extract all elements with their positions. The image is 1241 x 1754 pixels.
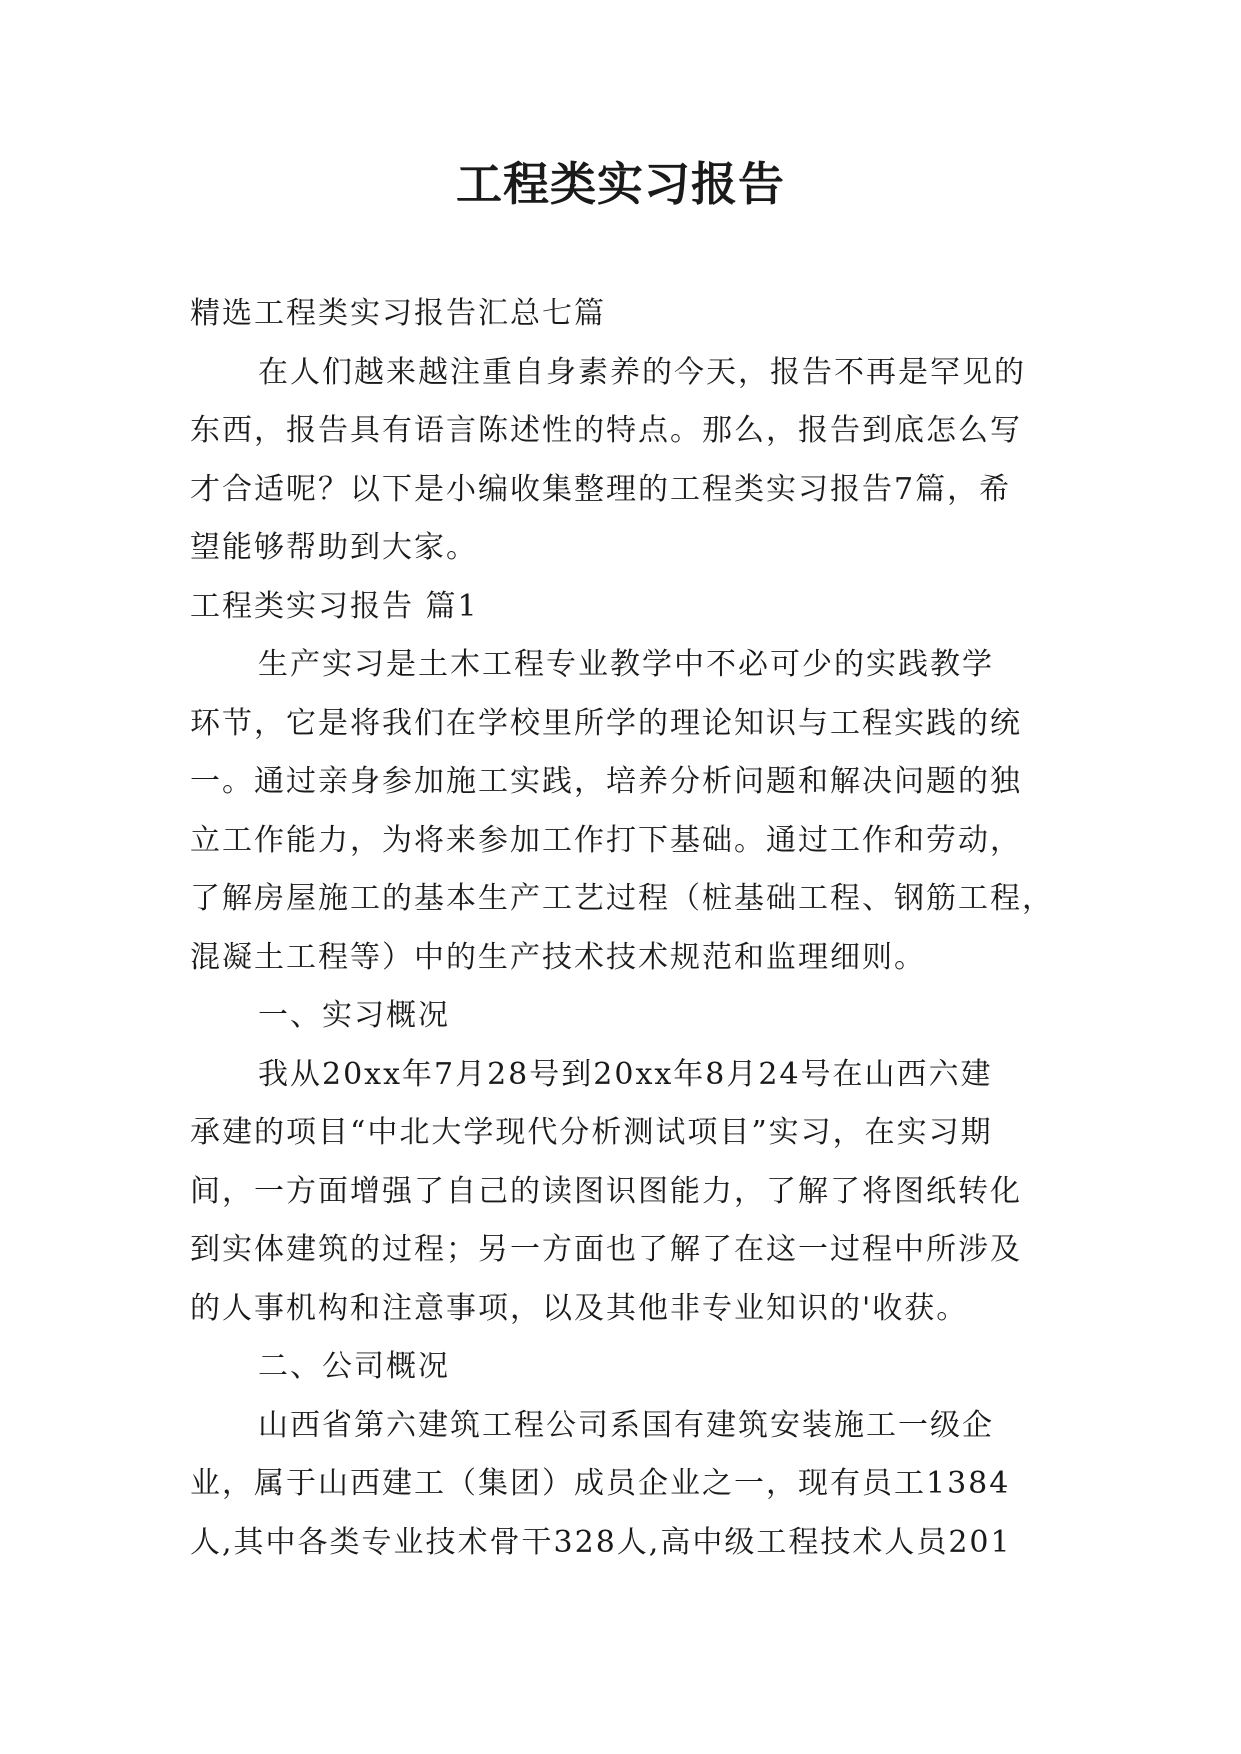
document-body (190, 285, 1052, 1572)
text-line: 了解房屋施工的基本生产工艺过程（桩基础工程、钢筋工程， (190, 881, 1054, 916)
text-line: 到实体建筑的过程；另一方面也了解了在这一过程中所涉及 (190, 1232, 1022, 1267)
document-title: 工程类实习报告 (456, 157, 785, 211)
text-line: 环节，它是将我们在学校里所学的理论知识与工程实践的统 (190, 705, 1022, 741)
text-line: 承建的项目“中北大学现代分析测试项目”实习，在实习期 (190, 1115, 993, 1150)
text-line: 一、实习概况 (258, 998, 450, 1033)
text-line: 才合适呢？以下是小编收集整理的工程类实习报告7篇，希 (190, 471, 1012, 507)
text-line: 立工作能力，为将来参加工作打下基础。通过工作和劳动， (190, 822, 1022, 858)
text-line: 在人们越来越注重自身素养的今天，报告不再是罕见的 (258, 354, 1026, 390)
text-line: 望能够帮助到大家。 (190, 530, 478, 565)
text-line: 我从20xx年7月28号到20xx年8月24号在山西六建 (258, 1056, 993, 1092)
text-line: 二、公司概况 (258, 1349, 450, 1384)
text-line: 东西，报告具有语言陈述性的特点。那么，报告到底怎么写 (190, 413, 1022, 448)
text-line: 生产实习是土木工程专业教学中不必可少的实践教学 (258, 647, 994, 682)
text-line: 工程类实习报告 篇1 (190, 588, 479, 624)
text-line: 一。通过亲身参加施工实践，培养分析问题和解决问题的独 (190, 764, 1022, 799)
text-line: 间，一方面增强了自己的读图识图能力，了解了将图纸转化 (190, 1173, 1022, 1209)
text-line: 山西省第六建筑工程公司系国有建筑安装施工一级企 (258, 1407, 994, 1443)
text-line: 的人事机构和注意事项，以及其他非专业知识的'收获。 (190, 1290, 969, 1326)
text-line: 人,其中各类专业技术骨干328人,高中级工程技术人员201 (190, 1524, 1012, 1560)
text-line: 精选工程类实习报告汇总七篇 (190, 296, 606, 331)
text-line: 混凝土工程等）中的生产技术技术规范和监理细则。 (190, 939, 926, 975)
text-line: 业，属于山西建工（集团）成员企业之一，现有员工1384 (190, 1466, 1011, 1501)
